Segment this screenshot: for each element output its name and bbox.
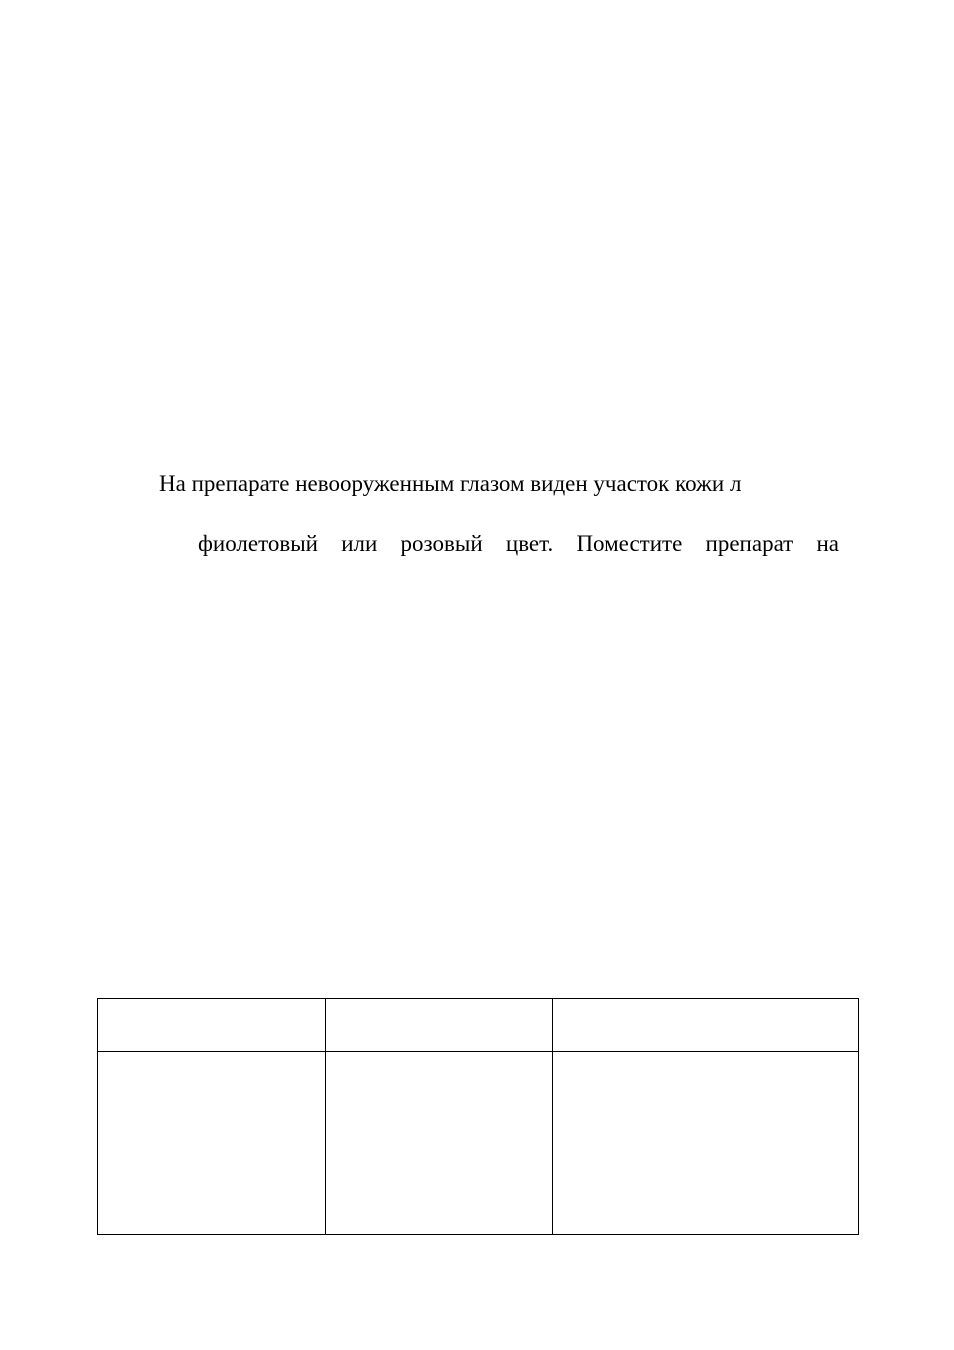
- table-cell: [98, 1052, 326, 1235]
- table-header-row: [98, 999, 859, 1052]
- paragraph-line-1: На препарате невооруженным глазом виден участок кожи л: [159, 471, 742, 496]
- table-cell: [553, 999, 859, 1052]
- table-row: [98, 1052, 859, 1235]
- paragraph-line-2: фиолетовый или розовый цвет. Поместите препарат на: [198, 531, 839, 556]
- table-cell: [98, 999, 326, 1052]
- table-cell: [326, 1052, 553, 1235]
- table-cell: [553, 1052, 859, 1235]
- table-cell: [326, 999, 553, 1052]
- blank-table: [97, 998, 859, 1235]
